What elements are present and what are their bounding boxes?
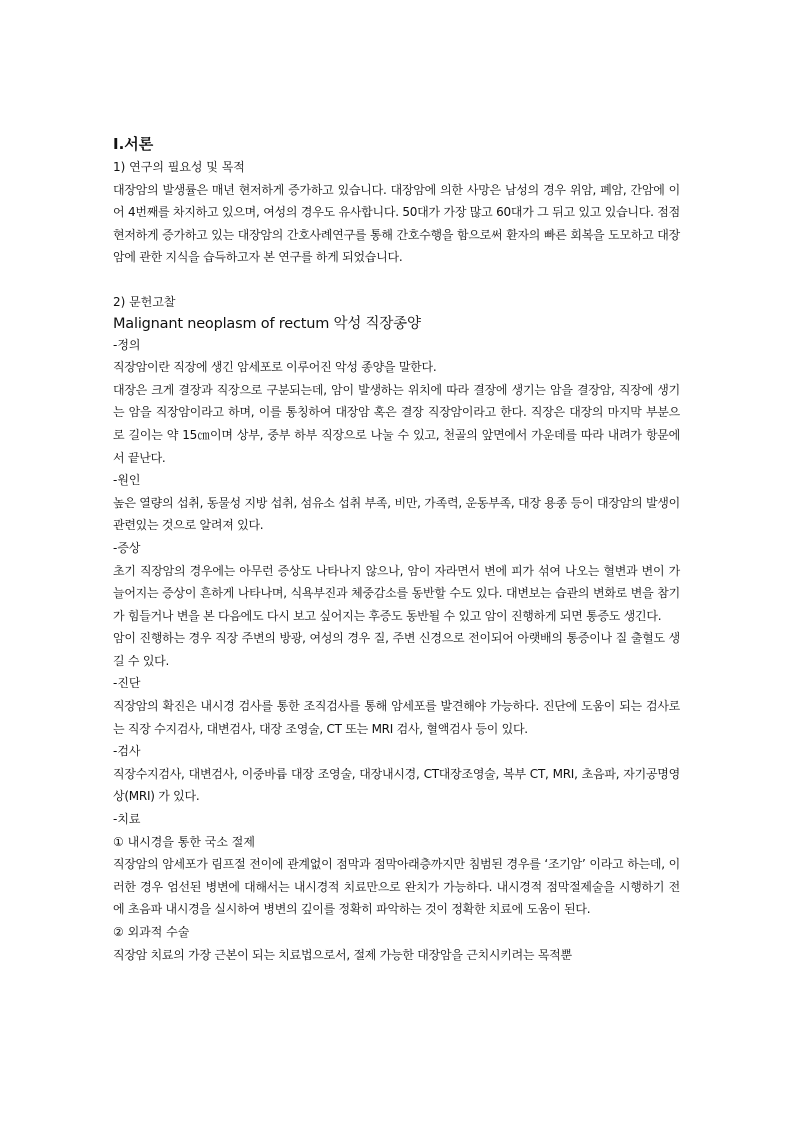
exam-paragraph: 직장수지검사, 대변검사, 이중바륨 대장 조영술, 대장내시경, CT대장조영술, 복부 CT, MRI, 초음파, 자기공명영상(MRI) 가 있다. xyxy=(113,766,680,804)
treatment-item-1-title: ① 내시경을 통한 국소 절제 xyxy=(113,834,255,849)
section-title-literature: 2) 문헌고찰 xyxy=(113,294,176,309)
chapter-heading: Ⅰ.서론 xyxy=(113,135,154,153)
document-body xyxy=(113,133,680,966)
treatment-label: -치료 xyxy=(113,812,141,827)
exam-label: -검사 xyxy=(113,744,141,759)
definition-paragraph-1: 직장암이란 직장에 생긴 암세포로 이루어진 악성 종양을 말한다. xyxy=(113,360,437,375)
diagnosis-paragraph: 직장암의 확진은 내시경 검사를 통한 조직검사를 통해 암세포를 발견해야 가능하다. 진단에 도움이 되는 검사로는 직장 수지검사, 대변검사, 대장 조영술, CT 또는 MRI 검사, 혈액검사 등이 있다. xyxy=(113,699,680,736)
treatment-item-2-title: ② 외과적 수술 xyxy=(113,925,190,939)
treatment-item-2-paragraph: 직장암 치료의 가장 근본이 되는 치료법으로서, 절제 가능한 대장암을 근치시키려는 목적뿐 xyxy=(113,947,572,962)
cause-label: -원인 xyxy=(113,473,141,488)
treatment-item-1-paragraph: 직장암의 암세포가 림프절 전이에 관계없이 점막과 점막아래층까지만 침범된 경우를 ‘조기암’ 이라고 하는데, 이러한 경우 엄선된 병변에 대해서는 내시경적 치료만으로 완치가 가능하다. 내시경적 점막절제술을 시행하기 전에 초음파 내시경을 실시하여 병변의 깊이를 정확히 파악하는 것이 정확한 치료에 도움이 된다. xyxy=(113,857,680,917)
topic-subtitle: Malignant neoplasm of rectum 악성 직장종양 xyxy=(113,315,421,332)
section-title-purpose: 1) 연구의 필요성 및 목적 xyxy=(113,160,245,174)
definition-paragraph-2: 대장은 크게 결장과 직장으로 구분되는데, 암이 발생하는 위치에 따라 결장에 생기는 암을 결장암, 직장에 생기는 암을 직장암이라고 하며, 이를 통칭하여 대장암 혹은 결장 직장암이라고 한다. 직장은 대장의 마지막 부분으로 길이는 약 15㎝이며 상부, 중부 하부 직장으로 나눌 수 있고, 천골의 앞면에서 가운데를 따라 내려가 항문에서 끝난다. xyxy=(113,382,680,465)
symptom-paragraph-2: 암이 진행하는 경우 직장 주변의 방광, 여성의 경우 질, 주변 신경으로 전이되어 아랫배의 통증이나 질 출혈도 생길 수 있다. xyxy=(113,631,680,668)
definition-label: -정의 xyxy=(113,337,141,352)
symptom-paragraph-1: 초기 직장암의 경우에는 아무런 증상도 나타나지 않으나, 암이 자라면서 변에 피가 섞여 나오는 혈변과 변이 가늘어지는 증상이 흔하게 나타나며, 식욕부진과 체중감소를 동반할 수도 있다. 대변보는 습관의 변화로 변을 참기가 힘들거나 변을 본 다음에도 다시 보고 싶어지는 후증도 동반될 수 있고 암이 진행하게 되면 통증도 생긴다. xyxy=(113,563,680,623)
symptom-label: -증상 xyxy=(113,540,141,555)
cause-paragraph: 높은 열량의 섭취, 동물성 지방 섭취, 섬유소 섭취 부족, 비만, 가족력, 운동부족, 대장 용종 등이 대장암의 발생이 관련있는 것으로 알려져 있다. xyxy=(113,495,680,533)
spacer xyxy=(113,269,680,291)
purpose-paragraph: 대장암의 발생률은 매년 현저하게 증가하고 있습니다. 대장암에 의한 사망은 남성의 경우 위암, 폐암, 간암에 이어 4번째를 차지하고 있으며, 여성의 경우도 유사합니다. 50대가 가장 많고 60대가 그 뒤고 있고 있습니다. 점점 현저하게 증가하고 있는 대장암의 간호사례연구를 통해 간호수행을 함으로써 환자의 빠른 회복을 도모하고 대장암에 관한 지식을 습득하고자 본 연구를 하게 되었습니다. xyxy=(113,182,680,265)
diagnosis-label: -진단 xyxy=(113,676,141,691)
